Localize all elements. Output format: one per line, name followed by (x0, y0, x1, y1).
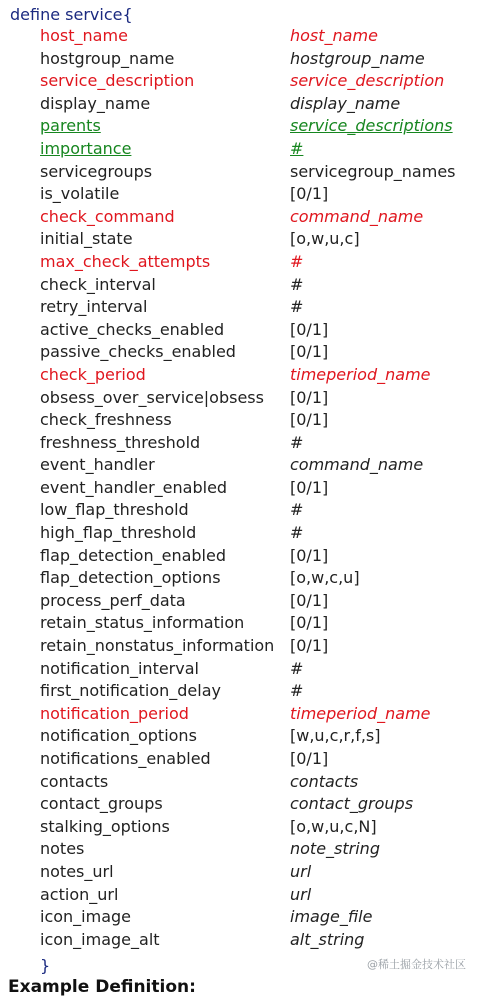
directive-key: icon_image (40, 907, 132, 927)
directive-row (0, 387, 480, 410)
directive-value: command_name (290, 455, 424, 475)
directive-row (0, 183, 480, 206)
directive-value: [o,w,u,c,N] (290, 816, 377, 836)
directive-key: process_perf_data (40, 590, 186, 610)
directive-value: alt_string (290, 929, 365, 949)
directive-row (0, 161, 480, 184)
directive-value: [0/1] (290, 342, 329, 362)
directive-row (0, 228, 480, 251)
definition-closer: } (40, 956, 51, 975)
directive-row (0, 658, 480, 681)
directive-value: [0/1] (290, 184, 329, 204)
directive-key: high_flap_threshold (40, 523, 197, 543)
directive-key: display_name (40, 93, 151, 113)
directive-value: note_string (290, 839, 380, 859)
directive-key: freshness_threshold (40, 432, 201, 452)
directive-key: notes_url (40, 861, 114, 881)
directive-key: host_name (40, 26, 128, 45)
directive-row (0, 93, 480, 116)
directive-key: low_flap_threshold (40, 500, 189, 520)
directive-key: retain_nonstatus_information (40, 636, 275, 656)
directive-row (0, 138, 480, 161)
directive-row (0, 680, 480, 703)
directive-row (0, 319, 480, 342)
directive-row (0, 929, 480, 952)
directive-key: event_handler_enabled (40, 477, 228, 497)
directive-value: # (290, 681, 304, 701)
directive-row (0, 454, 480, 477)
directive-key: notification_options (40, 726, 197, 746)
directive-key: service_description (40, 71, 195, 91)
directive-row (0, 793, 480, 816)
directive-row (0, 567, 480, 590)
directive-value: [0/1] (290, 613, 329, 633)
directive-value: # (290, 274, 304, 294)
directive-value: # (290, 432, 304, 452)
directive-key: notification_period (40, 703, 189, 723)
directive-key: check_interval (40, 274, 156, 294)
directive-row (0, 816, 480, 839)
directive-value: [0/1] (290, 590, 329, 610)
directive-value: [o,w,u,c] (290, 229, 360, 249)
directive-row (0, 545, 480, 568)
directive-row (0, 906, 480, 929)
directive-value: host_name (290, 26, 378, 45)
directive-key: first_notification_delay (40, 681, 221, 701)
directive-key: retry_interval (40, 297, 148, 317)
directive-value: [0/1] (290, 749, 329, 768)
directive-row (0, 499, 480, 522)
directive-row (0, 206, 480, 229)
directive-row (0, 612, 480, 635)
directive-key: is_volatile (40, 184, 120, 204)
directive-value: [0/1] (290, 545, 329, 565)
directive-value: command_name (290, 206, 424, 226)
directive-value: # (290, 297, 304, 317)
directive-row (0, 748, 480, 771)
directive-value: [0/1] (290, 387, 329, 407)
directive-value: [o,w,c,u] (290, 568, 360, 588)
directive-row (0, 296, 480, 319)
directive-key: contacts (40, 771, 109, 791)
directive-key: stalking_options (40, 816, 170, 836)
directive-key: importance (40, 138, 132, 158)
directive-key: notes (40, 839, 85, 859)
directive-key: icon_image_alt (40, 929, 160, 949)
directive-value: url (290, 861, 312, 881)
directive-value: # (290, 138, 304, 158)
directive-row (0, 274, 480, 297)
directive-key: max_check_attempts (40, 251, 211, 271)
directive-row (0, 70, 480, 93)
directive-key: notifications_enabled (40, 749, 211, 768)
directive-row (0, 838, 480, 861)
directive-value: timeperiod_name (290, 364, 431, 384)
directive-row (0, 115, 480, 138)
directive-row (0, 25, 480, 48)
directive-key: passive_checks_enabled (40, 342, 236, 362)
directive-key: servicegroups (40, 161, 153, 181)
directive-value: servicegroup_names (290, 161, 456, 181)
directive-list (0, 25, 480, 951)
directive-row (0, 635, 480, 658)
directive-row (0, 522, 480, 545)
directive-value: contact_groups (290, 794, 414, 814)
example-definition-heading: Example Definition: (8, 977, 196, 997)
directive-key: contact_groups (40, 794, 163, 814)
directive-row (0, 48, 480, 71)
directive-value: hostgroup_name (290, 48, 425, 68)
directive-row (0, 861, 480, 884)
directive-row (0, 725, 480, 748)
directive-row (0, 884, 480, 907)
directive-value: contacts (290, 771, 359, 791)
directive-value: url (290, 884, 312, 904)
directive-key: flap_detection_options (40, 568, 221, 588)
directive-key: check_freshness (40, 410, 172, 430)
directive-row (0, 341, 480, 364)
directive-row (0, 590, 480, 613)
watermark: @稀土掘金技术社区 (367, 958, 466, 971)
directive-key: obsess_over_service|obsess (40, 387, 264, 407)
directive-key: retain_status_information (40, 613, 245, 633)
directive-value: # (290, 523, 304, 543)
directive-row (0, 771, 480, 794)
definition-header: define service{ (10, 5, 133, 24)
directive-row (0, 364, 480, 387)
directive-key: active_checks_enabled (40, 319, 225, 339)
directive-value: image_file (290, 907, 373, 927)
directive-value: [0/1] (290, 636, 329, 656)
directive-row (0, 432, 480, 455)
directive-value: [w,u,c,r,f,s] (290, 726, 381, 746)
directive-value: [0/1] (290, 477, 329, 497)
directive-row (0, 251, 480, 274)
directive-key: action_url (40, 884, 119, 904)
directive-key: hostgroup_name (40, 48, 175, 68)
directive-key: notification_interval (40, 658, 199, 678)
directive-value: [0/1] (290, 410, 329, 430)
directive-row (0, 409, 480, 432)
directive-key: check_period (40, 364, 146, 384)
directive-value: service_description (290, 71, 445, 91)
directive-key: event_handler (40, 455, 155, 475)
directive-key: parents (40, 116, 101, 136)
directive-value: timeperiod_name (290, 703, 431, 723)
directive-value: [0/1] (290, 319, 329, 339)
directive-key: initial_state (40, 229, 133, 249)
directive-value: service_descriptions (290, 116, 453, 136)
directive-row (0, 477, 480, 500)
directive-value: # (290, 500, 304, 520)
directive-row (0, 703, 480, 726)
directive-key: check_command (40, 206, 175, 226)
directive-value: display_name (290, 93, 401, 113)
directive-key: flap_detection_enabled (40, 545, 226, 565)
directive-value: # (290, 658, 304, 678)
directive-value: # (290, 251, 304, 271)
